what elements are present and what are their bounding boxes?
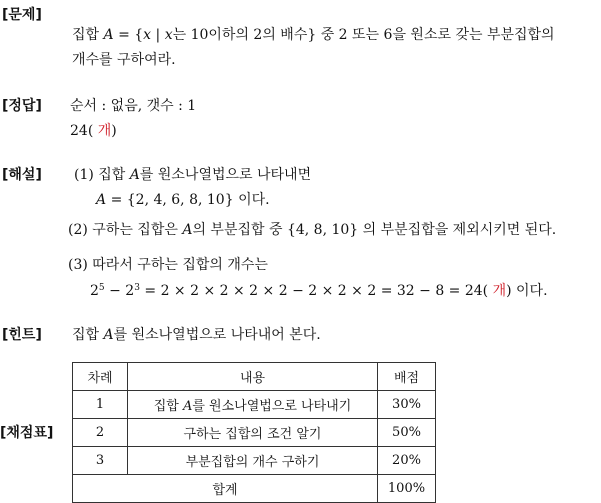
- hint-label: [힌트]: [2, 327, 42, 343]
- explanation-step-1b: A = {2, 4, 6, 8, 10} 이다.: [96, 192, 270, 208]
- table-row: [73, 419, 436, 447]
- row-content: 부분집합의 개수 구하기: [128, 447, 378, 475]
- explanation-label: [해설]: [2, 167, 42, 183]
- total-score: 100%: [378, 475, 436, 503]
- explanation-step-3b: $2^5 - 2^3 = 2 \times 2 \times 2 \times 2 \times 2 - 2 \times 2 \times 2 = 32 - 8 = 24$( 개) 이다.: [90, 283, 548, 299]
- row-score: 50%: [378, 419, 436, 447]
- problem-line-1: 집합 A = {x | x는 10이하의 2의 배수} 중 2 또는 6을 원소로 갖는 부분집합의: [72, 27, 555, 43]
- answer-label: [정답]: [2, 98, 42, 114]
- problem-label: [문제]: [2, 7, 42, 23]
- rubric-total-row: [73, 475, 436, 503]
- rubric-table: [72, 362, 436, 503]
- explanation-step-3: (3) 따라서 구하는 집합의 개수는: [68, 257, 268, 273]
- answer-unit: 개: [93, 123, 112, 139]
- row-number: 1: [73, 391, 128, 419]
- row-score: 20%: [378, 447, 436, 475]
- row-number: 3: [73, 447, 128, 475]
- total-label: 합계: [73, 475, 378, 503]
- header-content: 내용: [128, 363, 378, 391]
- header-score: 배점: [378, 363, 436, 391]
- answer-line-1: 순서 : 없음, 갯수 : 1: [70, 98, 197, 114]
- row-content: 집합 A를 원소나열법으로 나타내기: [128, 391, 378, 419]
- explanation-step-2: (2) 구하는 집합은 A의 부분집합 중 {4, 8, 10} 의 부분집합을 제외시키면 된다.: [68, 222, 557, 238]
- rubric-header-row: [73, 363, 436, 391]
- answer-value: 24( 개): [70, 123, 117, 139]
- row-number: 2: [73, 419, 128, 447]
- row-content: 구하는 집합의 조건 알기: [128, 419, 378, 447]
- rubric-label: [채점표]: [0, 425, 54, 441]
- problem-line-2: 개수를 구하여라.: [72, 52, 176, 68]
- var-a: A: [103, 27, 114, 43]
- hint-text: 집합 A를 원소나열법으로 나타내어 본다.: [72, 327, 321, 343]
- result-unit: 개: [488, 283, 507, 299]
- explanation-step-1: (1) 집합 A를 원소나열법으로 나타내면: [74, 167, 312, 183]
- header-order: 차례: [73, 363, 128, 391]
- row-score: 30%: [378, 391, 436, 419]
- table-row: [73, 391, 436, 419]
- table-row: [73, 447, 436, 475]
